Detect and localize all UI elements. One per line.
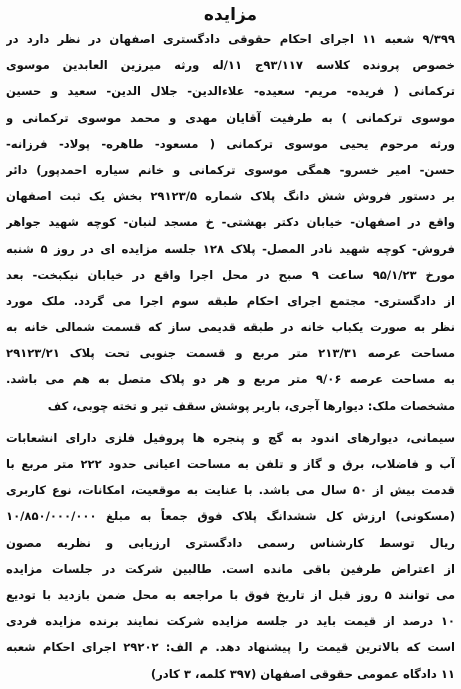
text-line: آب و فاضلاب، برق و گاز و تلفن به مساحت اعیانی حدود ۲۲۲ متر مربع با: [6, 457, 455, 471]
text-line: واقع در اصفهان- خیابان دکتر بهشتی- خ مسجد لنبان- کوچه شهید جواهر: [6, 215, 455, 230]
text-line: فروش- کوچه شهید نادر المصل- پلاک ۱۲۸ جلسه مزایده ای در روز ۵ شنبه: [6, 241, 455, 256]
text-line: است که بالاترین قیمت را پیشنهاد دهد. م الف: ۲۹۲۰۲ اجرای احکام شعبه: [6, 640, 455, 655]
notice-body-part2: [6, 425, 455, 687]
text-line: مورخ ۹۵/۱/۲۳ ساعت ۹ صبح در محل اجرا واقع در خیابان نیکبخت- بعد: [6, 267, 455, 282]
text-line: قدمت بیش از ۵۰ سال می باشد. با عنایت به موقعیت، امکانات، نوع کاربری: [6, 483, 455, 498]
notice-title: مزایده: [203, 5, 258, 25]
text-line: ۹/۳۹۹ شعبه ۱۱ اجرای احکام حقوقی دادگستری اصفهان در نظر دارد در: [6, 32, 455, 46]
text-line: به مساحت عرصه ۹/۰۶ متر مربع و هر دو پلاک متصل به هم می باشد.: [6, 372, 455, 387]
text-line: نظر به صورت یکباب خانه در طبقه قدیمی ساز که قسمت شمالی خانه به: [6, 320, 455, 335]
text-line: از دادگستری- مجتمع اجرای احکام طبقه سوم اجرا می گردد. ملک مورد: [6, 293, 455, 308]
text-line: سیمانی، دیوارهای اندود به گچ و پنجره ها پروفیل فلزی دارای انشعابات: [6, 430, 455, 445]
text-line: مساحت عرصه ۲۱۳/۳۱ متر مربع و قسمت جنوبی تحت پلاک ۲۹۱۲۳/۲۱: [6, 346, 455, 361]
text-line: ریال توسط کارشناس رسمی دادگستری ارزیابی و نظریه مصون: [6, 535, 455, 550]
text-line: مشخصات ملک: دیوارها آجری، باربر پوشش سقف تیر و تخته چوبی، کف: [47, 398, 455, 413]
notice-body-part1: [6, 26, 455, 419]
text-line: می توانند ۵ روز قبل از تاریخ فوق با مراجعه به محل ضمن بازدید با تودیع: [6, 587, 455, 602]
text-line: موسوی ترکمانی ) به طرفیت آقایان مهدی و محمد موسوی ترکمانی و: [6, 110, 455, 125]
text-line: ۱۰ درصد از قیمت باید در جلسه مزایده شرکت نمایند برنده مزایده فردی: [6, 614, 455, 629]
text-line: حسن- امیر خسرو- همگی موسوی ترکمانی و خانم سیاره احمدپور) دائر: [6, 162, 455, 177]
text-line: ۱۱ دادگاه عمومی حقوقی اصفهان (۳۹۷ کلمه، ۳ کادر): [150, 666, 455, 681]
text-line: بر دستور فروش شش دانگ پلاک شماره ۲۹۱۲۳/۵ بخش یک ثبت اصفهان: [6, 189, 455, 204]
text-line: از اعتراض طرفین باقی مانده است. طالبین شرکت در جلسات مزایده: [6, 561, 455, 576]
text-line: خصوص پرونده کلاسه ۹۳/۱۱۷ج ۱۱/له ورثه میرزین العابدین موسوی: [6, 58, 455, 73]
text-line: ورثه مرحوم یحیی موسوی ترکمانی ( مسعود- طاهره- پولاد- فرزانه-: [6, 136, 455, 151]
text-line: ترکمانی ( فریده- مریم- سعیده- علاءالدین- جلال الدین- سعید و حسین: [6, 84, 455, 99]
text-line: (مسکونی) ارزش کل ششدانگ پلاک فوق جمعاً به مبلغ ۱۰/۸۵۰/۰۰۰/۰۰۰: [6, 509, 455, 524]
